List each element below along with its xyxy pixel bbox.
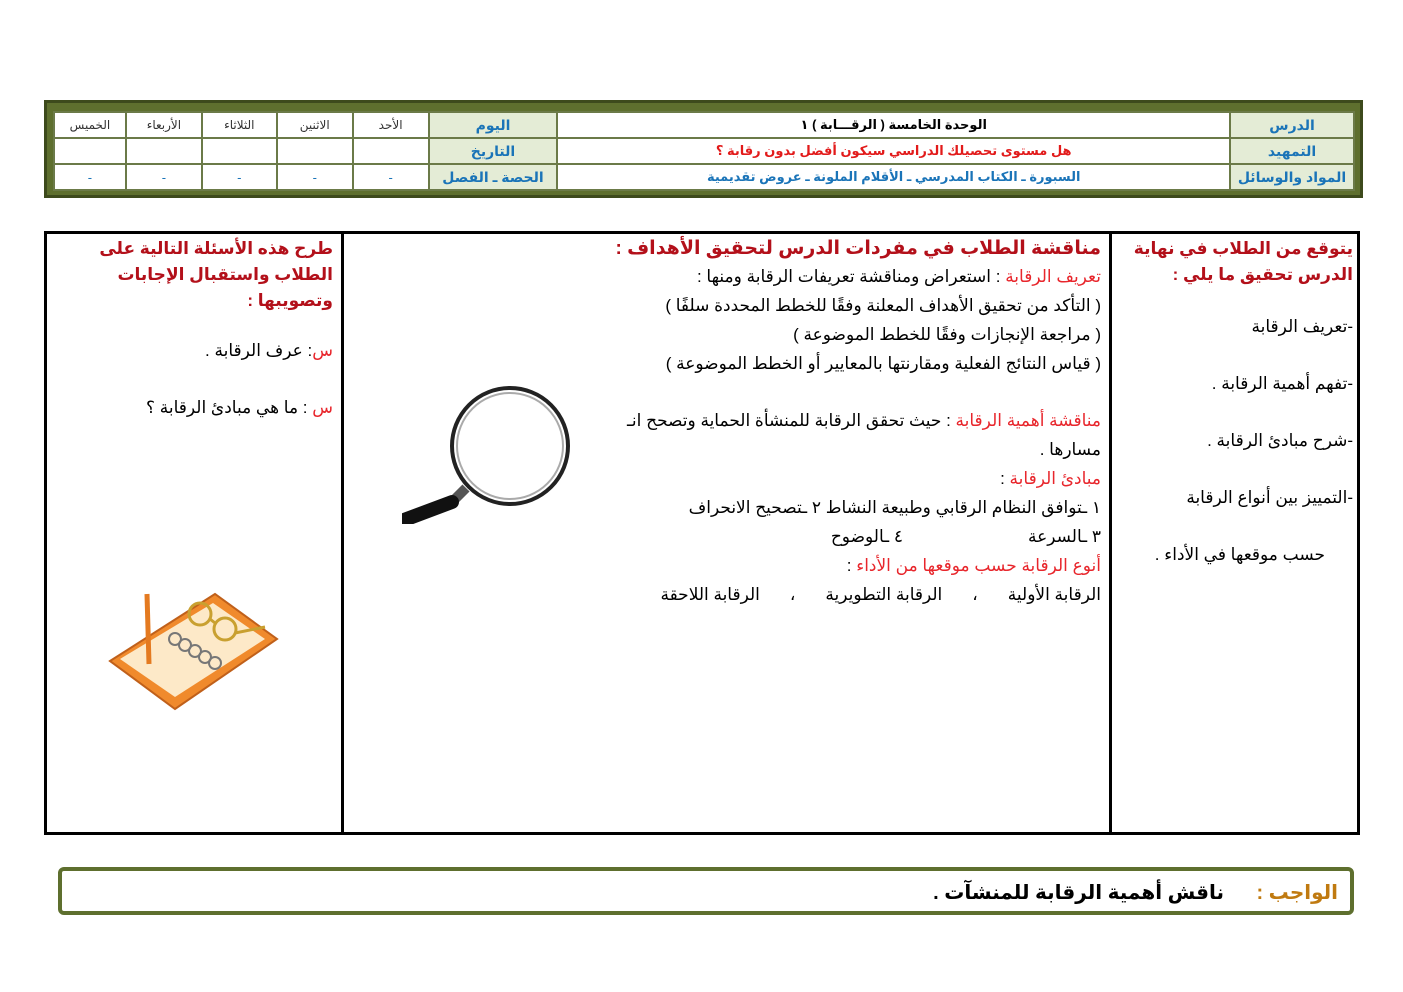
objectives-column: [1113, 234, 1357, 832]
period-cell: -: [277, 164, 353, 190]
question-1: : عرف الرقابة .: [205, 341, 313, 360]
question-mark-label: س: [312, 398, 333, 417]
date-label: التاريخ: [429, 138, 558, 164]
types-label: أنوع الرقابة حسب موقعها من الأداء: [856, 556, 1101, 575]
magnifying-glass-icon: [402, 384, 572, 524]
questions-heading: طرح هذه الأسئلة التالية على الطلاب واستقبال الإجابات وتصويبها :: [99, 239, 333, 310]
objective-item: -تفهم أهمية الرقابة .: [1211, 374, 1353, 393]
definition-label: تعريف الرقابة: [1005, 267, 1101, 286]
objective-item: -التمييز بين أنواع الرقابة: [1186, 488, 1353, 507]
objective-item: -شرح مبادئ الرقابة .: [1207, 431, 1353, 450]
separator: ،: [789, 585, 796, 604]
principle-clarity: ٤ ـالوضوح: [830, 527, 903, 546]
lesson-header-table: [44, 100, 1363, 198]
column-divider: [1109, 234, 1112, 832]
type-item: الرقابة الأولية: [1007, 585, 1101, 604]
day-tuesday: الثلاثاء: [202, 112, 277, 138]
type-item: الرقابة التطويرية: [825, 585, 943, 604]
intro-label: التمهيد: [1230, 138, 1354, 164]
day-label: اليوم: [429, 112, 558, 138]
period-cell: -: [353, 164, 429, 190]
period-cell: -: [126, 164, 202, 190]
period-label: الحصة ـ الفصل: [429, 164, 558, 190]
type-item: الرقابة اللاحقة: [660, 585, 760, 604]
period-cell: -: [202, 164, 277, 190]
homework-label: الواجب :: [1256, 882, 1338, 904]
principles-label: مبادئ الرقابة: [1009, 469, 1101, 488]
lesson-label: الدرس: [1230, 112, 1354, 138]
objective-item: حسب موقعها في الأداء .: [1154, 545, 1325, 564]
homework-box: [58, 867, 1354, 915]
definition-text: : استعراض ومناقشة تعريفات الرقابة ومنها :: [696, 267, 1006, 286]
separator: ،: [972, 585, 978, 604]
materials-value: السبورة ـ الكتاب المدرسي ـ الأقلام الملونة ـ عروض تقديمية: [557, 164, 1230, 190]
colon: :: [846, 556, 857, 575]
discussion-heading: مناقشة الطلاب في مفردات الدرس لتحقيق الأهداف :: [615, 238, 1101, 259]
discussion-column: [344, 234, 1109, 832]
date-cell: [126, 138, 202, 164]
lesson-title: الوحدة الخامسة ( الرقـــابة ) ١: [557, 112, 1230, 138]
date-cell: [353, 138, 429, 164]
importance-text-cont: مسارها .: [1039, 440, 1101, 459]
importance-label: مناقشة أهمية الرقابة: [955, 411, 1101, 430]
definition-line: ( التأكد من تحقيق الأهداف المعلنة وفقًا للخطط المحددة سلفًا ): [665, 296, 1101, 315]
day-thursday: الخميس: [54, 112, 126, 138]
notebook-glasses-icon: [105, 589, 280, 714]
day-monday: الاثنين: [277, 112, 353, 138]
period-cell: -: [54, 164, 126, 190]
colon: :: [1000, 469, 1010, 488]
date-cell: [54, 138, 126, 164]
definition-line: ( مراجعة الإنجازات وفقًا للخطط الموضوعة ): [793, 325, 1101, 344]
objective-item: -تعريف الرقابة: [1251, 317, 1353, 336]
materials-label: المواد والوسائل: [1230, 164, 1354, 190]
date-cell: [202, 138, 277, 164]
definition-line: ( قياس النتائج الفعلية ومقارنتها بالمعايير أو الخطط الموضوعة ): [665, 354, 1101, 373]
day-sunday: الأحد: [353, 112, 429, 138]
importance-text: : حيث تحقق الرقابة للمنشأة الحماية وتصحح انـ: [626, 411, 956, 430]
principles-line: ١ ـتوافق النظام الرقابي وطبيعة النشاط ٢ ـتصحيح الانحراف: [688, 498, 1101, 517]
objectives-heading: يتوقع من الطلاب في نهاية الدرس تحقيق ما يلي :: [1133, 239, 1353, 284]
day-wednesday: الأربعاء: [126, 112, 202, 138]
questions-column: [47, 234, 341, 832]
principle-speed: ٣ ـالسرعة: [1027, 527, 1101, 546]
question-mark-label: س: [312, 341, 333, 360]
date-cell: [277, 138, 353, 164]
homework-text: ناقش أهمية الرقابة للمنشآت .: [933, 882, 1224, 904]
question-2: : ما هي مبادئ الرقابة ؟: [146, 398, 313, 417]
lesson-body: [44, 231, 1360, 835]
intro-question: هل مستوى تحصيلك الدراسي سيكون أفضل بدون رقابة ؟: [557, 138, 1230, 164]
